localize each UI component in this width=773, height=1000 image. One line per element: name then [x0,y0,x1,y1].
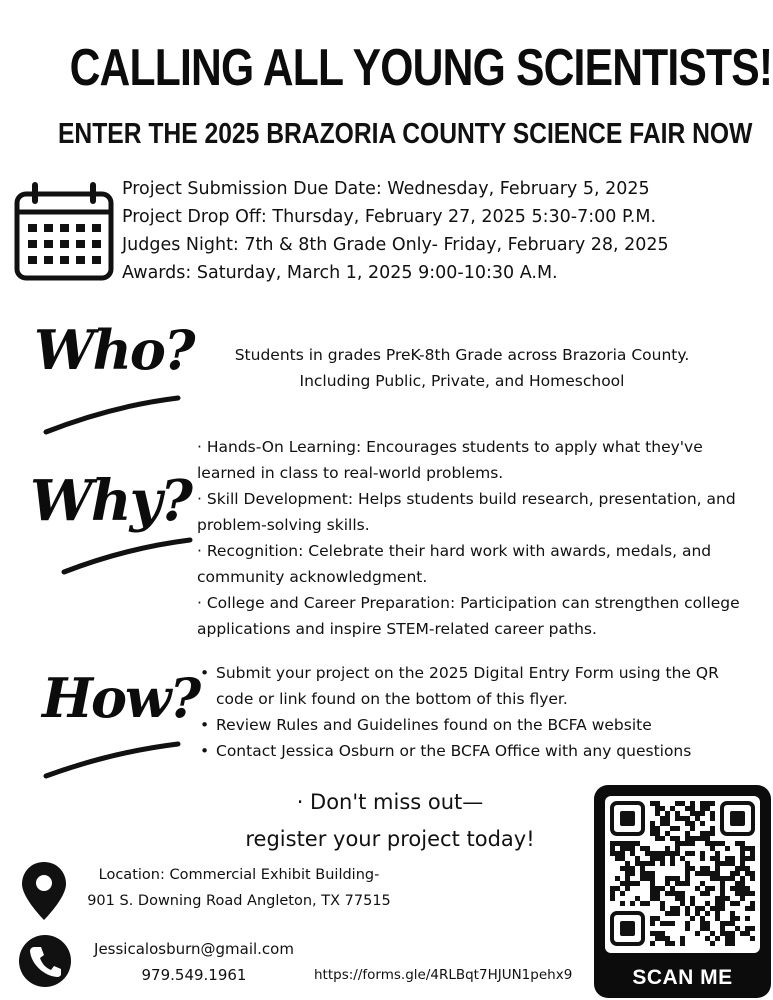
location-address [64,862,414,914]
flyer-title: CALLING ALL YOUNG SCIENTISTS! [69,39,773,97]
calendar-icon [14,180,114,282]
how-step-rules: • Review Rules and Guidelines found on the BCFA website [200,712,740,738]
how-underline [42,738,182,782]
contact-info [76,936,312,988]
why-underline [60,534,196,578]
location-line-2: 901 S. Downing Road Angleton, TX 77515 [87,893,391,909]
location-pin-icon [20,860,68,922]
contact-email[interactable]: Jessicalosburn@gmail.com [94,940,294,958]
entry-form-link[interactable]: https://forms.gle/4RLBqt7HJUN1pehx9 [314,967,573,983]
date-drop-off: Project Drop Off: Thursday, February 27, 2025 5:30-7:00 P.M. [122,207,657,227]
scan-me-label: SCAN ME [632,966,733,989]
location-line-1: Location: Commercial Exhibit Building- [98,867,380,883]
why-point-recognition: · Recognition: Celebrate their hard work with awards, medals, and community acknowledgment. [197,542,712,586]
why-point-college: · College and Career Preparation: Participation can strengthen college applications and inspire STEM-related career paths. [197,594,740,638]
why-heading: Why? [30,468,191,534]
how-step-contact: • Contact Jessica Osburn or the BCFA Office with any questions [200,738,740,764]
qr-code-card[interactable] [594,785,771,998]
qr-code-icon [605,796,760,953]
qr-code-area [605,796,760,953]
date-submission: Project Submission Due Date: Wednesday, February 5, 2025 [122,179,650,199]
why-benefits [197,434,757,642]
who-line-2: Including Public, Private, and Homeschool [299,372,625,390]
contact-phone[interactable]: 979.549.1961 [141,966,247,984]
phone-icon [18,934,72,988]
call-to-action [190,784,590,858]
cta-line-2: register your project today! [245,827,535,851]
how-heading: How? [42,666,200,730]
cta-line-1: · Don't miss out— [296,790,484,814]
why-point-skills: · Skill Development: Helps students build research, presentation, and problem-solving skills. [197,490,736,534]
who-heading: Who? [34,318,194,382]
event-dates [122,175,669,287]
how-steps [200,660,740,764]
date-judges-night: Judges Night: 7th & 8th Grade Only- Friday, February 28, 2025 [122,235,669,255]
who-line-1: Students in grades PreK-8th Grade across Brazoria County. [234,346,690,364]
date-awards: Awards: Saturday, March 1, 2025 9:00-10:30 A.M. [122,263,558,283]
who-description [192,342,732,394]
how-step-submit: • Submit your project on the 2025 Digital Entry Form using the QR code or link found on the bottom of this flyer. [200,660,740,712]
why-point-hands-on: · Hands-On Learning: Encourages students to apply what they've learned in class to real-world problems. [197,438,703,482]
who-underline [42,392,182,438]
flyer-subtitle: ENTER THE 2025 BRAZORIA COUNTY SCIENCE FAIR NOW [57,118,753,150]
